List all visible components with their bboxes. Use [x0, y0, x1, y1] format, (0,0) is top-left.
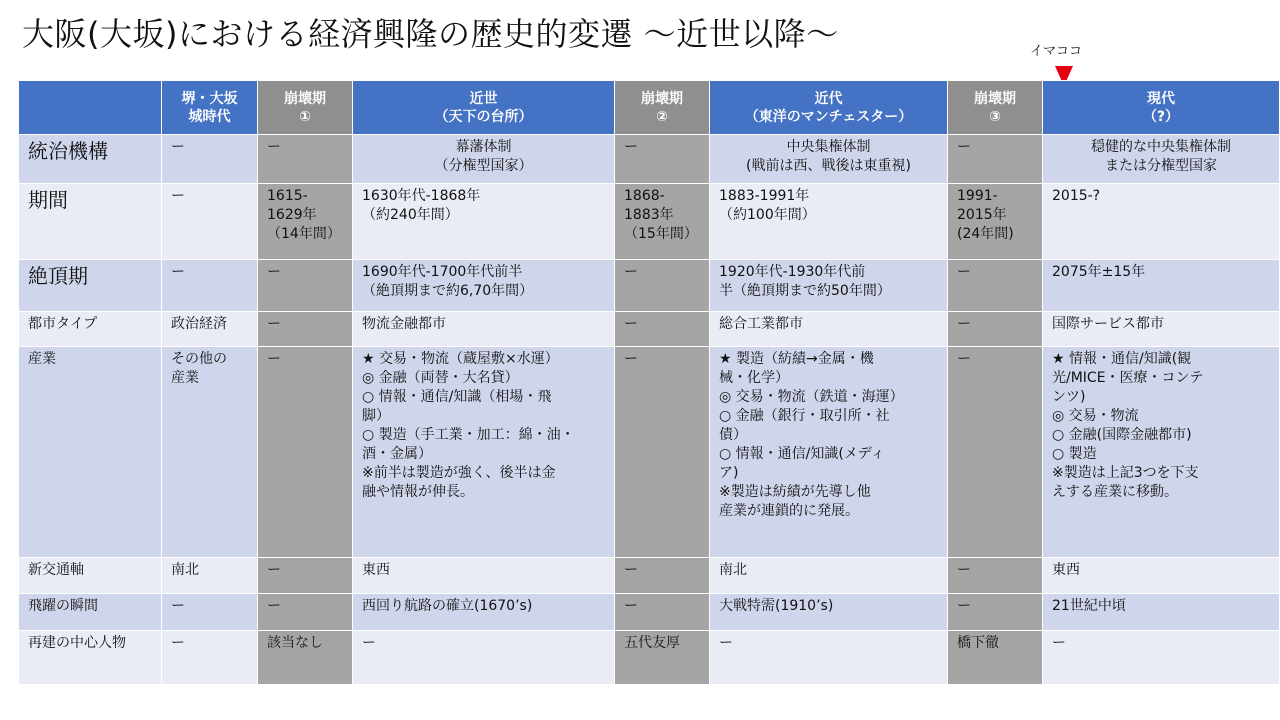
cell-line: 1883年 [624, 207, 674, 223]
table-cell [615, 135, 710, 184]
table-cell [948, 558, 1043, 594]
table-cell [353, 312, 615, 347]
table-cell [615, 558, 710, 594]
cell-line: （約100年間） [719, 207, 816, 223]
cell-line: ◎ 交易・物流 [1052, 408, 1139, 424]
cell-line: 1630年代-1868年 [362, 188, 481, 204]
table-cell [948, 312, 1043, 347]
cell-line: ー [624, 316, 638, 332]
cell-line: ★ 情報・通信/知識(観 [1052, 351, 1192, 367]
table-cell [258, 594, 353, 631]
cell-line: 穏健的な中央集権体制 [1091, 139, 1231, 155]
table-cell [1043, 135, 1280, 184]
table-cell [258, 260, 353, 312]
cell-line: ※製造は紡績が先導し他 [719, 484, 871, 500]
cell-line: ー [1052, 635, 1066, 651]
cell-line: 21世紀中頃 [1052, 598, 1126, 614]
row-label: 産業 [19, 347, 162, 558]
cell-line: 中央集権体制 [786, 139, 871, 155]
cell-line: ー [957, 598, 971, 614]
table-cell [353, 184, 615, 260]
cell-line: 南北 [719, 562, 747, 578]
cell-line: 政治経済 [171, 316, 227, 332]
cell-line: ー [171, 598, 185, 614]
row-label: 飛躍の瞬間 [19, 594, 162, 631]
cell-line: （分権型国家） [434, 158, 533, 174]
table-cell [615, 312, 710, 347]
cell-line: 半（絶頂期まで約50年間） [719, 283, 891, 299]
table-row [19, 135, 1280, 184]
cell-line: 西回り航路の確立(1670’s) [362, 598, 533, 614]
cell-line: 大戦特需(1910’s) [719, 598, 834, 614]
header-line1: 崩壊期 [284, 90, 326, 107]
header-sakai-osaka [162, 81, 258, 135]
table-cell [710, 558, 948, 594]
cell-line: ンツ) [1052, 389, 1086, 405]
cell-line: （15年間） [624, 226, 698, 242]
table-cell [353, 631, 615, 685]
cell-line: ー [957, 316, 971, 332]
cell-line: ー [267, 598, 281, 614]
cell-line: (24年間) [957, 226, 1014, 242]
table-cell [1043, 594, 1280, 631]
table-cell [948, 347, 1043, 558]
header-line2: （天下の台所） [434, 108, 533, 125]
header-line1: 近世 [469, 90, 498, 107]
cell-line: 産業 [171, 370, 199, 386]
row-label: 期間 [19, 184, 162, 260]
cell-line: えする産業に移動。 [1052, 484, 1178, 500]
header-line1: 崩壊期 [641, 90, 683, 107]
cell-line: 1868- [624, 188, 665, 204]
cell-line: ○ 製造 [1052, 446, 1097, 462]
row-label: 絶頂期 [19, 260, 162, 312]
cell-line: ○ 製造（手工業・加工：綿・油・ [362, 427, 575, 443]
table-cell [162, 260, 258, 312]
cell-line: ◎ 金融（両替・大名貸） [362, 370, 519, 386]
header-line2: 城時代 [188, 108, 231, 125]
header-corner [19, 81, 162, 135]
cell-line: ー [267, 139, 281, 155]
row-label: 新交通軸 [19, 558, 162, 594]
table-cell [710, 135, 948, 184]
table-row [19, 260, 1280, 312]
cell-line: 東西 [362, 562, 390, 578]
table-cell [615, 594, 710, 631]
table-cell [162, 594, 258, 631]
table-cell [615, 184, 710, 260]
table-row [19, 347, 1280, 558]
cell-line: ○ 金融（銀行・取引所・社 [719, 408, 890, 424]
header-line2: （東洋のマンチェスター） [744, 108, 913, 125]
cell-line: （14年間） [267, 226, 341, 242]
cell-line: ※前半は製造が強く、後半は金 [362, 465, 556, 481]
cell-line: 南北 [171, 562, 199, 578]
cell-line: （絶頂期まで約6,70年間） [362, 283, 534, 299]
header-line2: （?） [1142, 108, 1180, 125]
table-cell [710, 260, 948, 312]
table-cell [615, 347, 710, 558]
header-line1: 堺・大坂 [181, 90, 238, 107]
table-row [19, 312, 1280, 347]
cell-line: 2015-? [1052, 188, 1101, 204]
table-cell [353, 135, 615, 184]
row-label: 都市タイプ [19, 312, 162, 347]
cell-line: ア) [719, 465, 739, 481]
cell-line: 国際サービス都市 [1052, 316, 1164, 332]
header-line2: ③ [989, 108, 1001, 125]
cell-line: ー [624, 351, 638, 367]
table-cell [353, 260, 615, 312]
cell-line: 五代友厚 [624, 635, 680, 651]
cell-line: ー [957, 264, 971, 280]
table-cell [948, 260, 1043, 312]
table-cell [258, 631, 353, 685]
cell-line: 械・化学） [719, 370, 789, 386]
cell-line: 融や情報が伸長。 [362, 484, 474, 500]
header-line1: 崩壊期 [974, 90, 1016, 107]
cell-line: ー [267, 316, 281, 332]
header-line2: ① [299, 108, 311, 125]
cell-line: ー [267, 562, 281, 578]
cell-line: 2015年 [957, 207, 1007, 223]
table-cell [162, 347, 258, 558]
table-cell [1043, 347, 1280, 558]
table-cell [948, 631, 1043, 685]
table-cell [258, 312, 353, 347]
cell-line: ★ 交易・物流（蔵屋敷×水運） [362, 351, 559, 367]
table-cell [1043, 260, 1280, 312]
cell-line: 光/MICE・医療・コンテ [1052, 370, 1204, 386]
table-row [19, 594, 1280, 631]
cell-line: 東西 [1052, 562, 1080, 578]
cell-line: ○ 情報・通信/知識(メディ [719, 446, 885, 462]
cell-line: 幕藩体制 [455, 139, 512, 155]
cell-line: 1920年代-1930年代前 [719, 264, 866, 280]
cell-line: または分権型国家 [1105, 158, 1217, 174]
table-cell [258, 347, 353, 558]
cell-line: ◎ 交易・物流（鉄道・海運） [719, 389, 904, 405]
cell-line: ー [171, 188, 185, 204]
table-row [19, 631, 1280, 685]
page-title: 大阪(大坂)における経済興隆の歴史的変遷 ～近世以降～ [22, 15, 839, 53]
cell-line: ー [719, 635, 733, 651]
cell-line: 酒・金属） [362, 446, 432, 462]
table-cell [258, 135, 353, 184]
cell-line: 総合工業都市 [719, 316, 803, 332]
cell-line: ー [171, 635, 185, 651]
table-row [19, 558, 1280, 594]
cell-line: 2075年±15年 [1052, 264, 1146, 280]
table-cell [162, 631, 258, 685]
table-cell [1043, 184, 1280, 260]
table-cell [162, 558, 258, 594]
cell-line: ○ 金融(国際金融都市) [1052, 427, 1192, 443]
cell-line: 物流金融都市 [362, 316, 446, 332]
cell-line: 産業が連鎖的に発展。 [719, 503, 859, 519]
cell-line: 1690年代-1700年代前半 [362, 264, 523, 280]
cell-line: 債） [719, 427, 747, 443]
cell-line: ー [171, 139, 185, 155]
header-line1: 現代 [1147, 90, 1175, 107]
table-cell [615, 631, 710, 685]
header-contemporary [1043, 81, 1280, 135]
current-position-label: イマココ [1030, 44, 1083, 59]
cell-line: ※製造は上記3つを下支 [1052, 465, 1199, 481]
cell-line: (戦前は西、戦後は東重視) [746, 158, 911, 174]
table-cell [710, 347, 948, 558]
table-cell [710, 184, 948, 260]
table-cell [615, 260, 710, 312]
header-modern [710, 81, 948, 135]
cell-line: 該当なし [267, 635, 323, 651]
table-cell [162, 184, 258, 260]
table-cell [353, 347, 615, 558]
row-label: 再建の中心人物 [19, 631, 162, 685]
table-cell [948, 594, 1043, 631]
table-cell [1043, 558, 1280, 594]
cell-line: ー [267, 264, 281, 280]
cell-line: （約240年間） [362, 207, 459, 223]
header-collapse-3 [948, 81, 1043, 135]
table-cell [258, 184, 353, 260]
cell-line: その他の [171, 351, 227, 367]
header-line1: 近代 [814, 90, 843, 107]
cell-line: ー [624, 264, 638, 280]
cell-line: ○ 情報・通信/知識（相場・飛 [362, 389, 552, 405]
cell-line: ー [171, 264, 185, 280]
table-cell [710, 594, 948, 631]
header-collapse-2 [615, 81, 710, 135]
cell-line: 1883-1991年 [719, 188, 810, 204]
row-label: 統治機構 [19, 135, 162, 184]
cell-line: ー [624, 562, 638, 578]
history-table [18, 80, 1280, 685]
cell-line: ー [624, 139, 638, 155]
cell-line: 橋下徹 [957, 635, 999, 651]
table-cell [162, 312, 258, 347]
cell-line: ー [267, 351, 281, 367]
table-cell [162, 135, 258, 184]
header-line2: ② [656, 108, 668, 125]
cell-line: ー [624, 598, 638, 614]
table-cell [353, 594, 615, 631]
table-cell [948, 184, 1043, 260]
table-cell [948, 135, 1043, 184]
table-header-row [19, 81, 1280, 135]
table-cell [1043, 312, 1280, 347]
table-cell [258, 558, 353, 594]
cell-line: ー [362, 635, 376, 651]
cell-line: 脚） [362, 408, 390, 424]
cell-line: ー [957, 139, 971, 155]
header-collapse-1 [258, 81, 353, 135]
cell-line: 1629年 [267, 207, 317, 223]
cell-line: 1615- [267, 188, 308, 204]
header-early-modern [353, 81, 615, 135]
cell-line: ★ 製造（紡績→金属・機 [719, 351, 874, 367]
cell-line: ー [957, 351, 971, 367]
cell-line: 1991- [957, 188, 998, 204]
cell-line: ー [957, 562, 971, 578]
table-cell [353, 558, 615, 594]
table-row [19, 184, 1280, 260]
table-cell [710, 631, 948, 685]
table-cell [710, 312, 948, 347]
table-cell [1043, 631, 1280, 685]
